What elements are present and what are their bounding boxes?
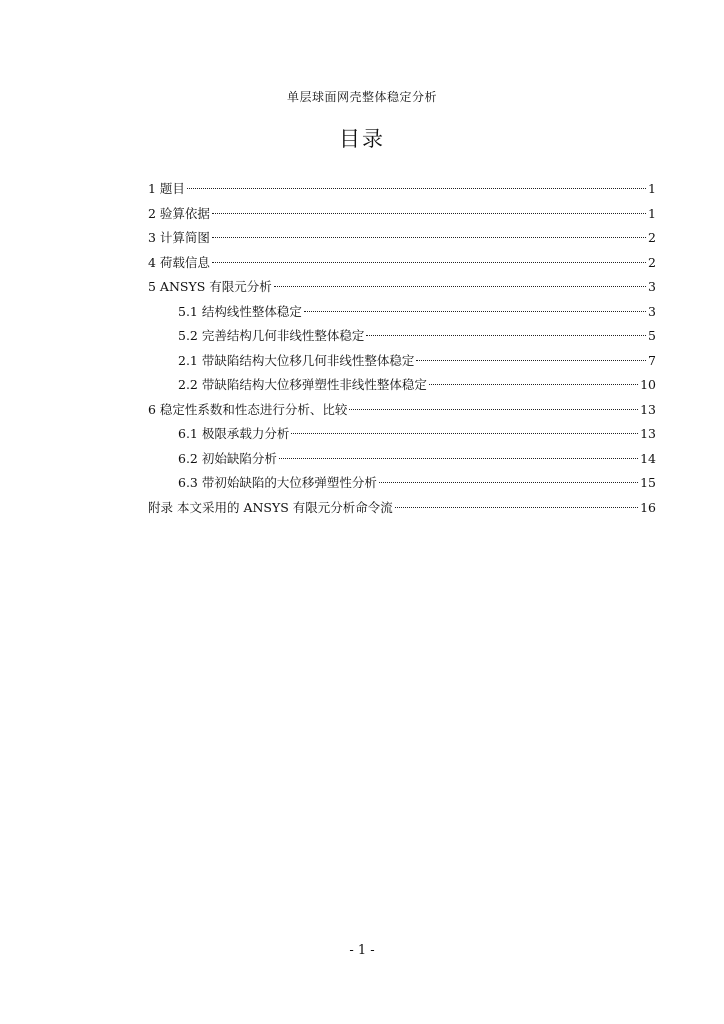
toc-entry[interactable] xyxy=(148,180,656,205)
toc-entry-label: 6.3 带初始缺陷的大位移弹塑性分析 xyxy=(178,475,377,490)
page-number: - 1 - xyxy=(349,943,375,958)
toc-entry-label: 5 ANSYS 有限元分析 xyxy=(148,279,272,294)
toc-entry-label: 附录 本文采用的 ANSYS 有限元分析命令流 xyxy=(148,499,393,515)
toc-entry[interactable] xyxy=(148,474,656,499)
toc-entry-page-number: 13 xyxy=(640,401,656,417)
toc-entry-label: 5.1 结构线性整体稳定 xyxy=(178,303,302,319)
toc-dot-leader xyxy=(291,433,638,434)
toc-entry-page-number: 16 xyxy=(640,499,656,515)
toc-entry-page-number: 10 xyxy=(640,377,656,392)
toc-dot-leader xyxy=(212,213,646,214)
toc-entry-label: 2.1 带缺陷结构大位移几何非线性整体稳定 xyxy=(178,352,415,368)
toc-dot-leader xyxy=(429,384,638,385)
toc-dot-leader xyxy=(395,507,638,508)
toc-entry-label: 6 稳定性系数和性态进行分析、比较 xyxy=(148,401,348,417)
toc-dot-leader xyxy=(212,237,646,238)
toc-dot-leader xyxy=(274,286,646,287)
toc-entry-page-number: 3 xyxy=(648,303,656,319)
toc-entry-label: 3 计算简图 xyxy=(148,230,210,245)
toc-entry[interactable] xyxy=(148,450,656,475)
toc-entry[interactable] xyxy=(148,401,656,426)
table-of-contents xyxy=(148,180,656,523)
running-header: 单层球面网壳整体稳定分析 xyxy=(286,90,437,104)
toc-entry[interactable] xyxy=(148,278,656,303)
toc-entry[interactable] xyxy=(148,425,656,450)
toc-entry[interactable] xyxy=(148,327,656,352)
toc-entry-label: 6.2 初始缺陷分析 xyxy=(178,450,277,466)
toc-entry-label: 4 荷载信息 xyxy=(148,254,210,270)
toc-dot-leader xyxy=(187,188,646,189)
toc-entry-page-number: 2 xyxy=(648,254,656,270)
toc-dot-leader xyxy=(416,360,646,361)
toc-entry-label: 2.2 带缺陷结构大位移弹塑性非线性整体稳定 xyxy=(178,377,427,392)
toc-entry[interactable] xyxy=(148,352,656,377)
toc-entry[interactable] xyxy=(148,205,656,230)
toc-dot-leader xyxy=(349,409,638,410)
toc-dot-leader xyxy=(379,482,638,483)
toc-entry-page-number: 3 xyxy=(648,279,656,294)
toc-dot-leader xyxy=(304,311,646,312)
toc-dot-leader xyxy=(279,458,638,459)
toc-entry-label: 6.1 极限承载力分析 xyxy=(178,426,290,441)
toc-entry[interactable] xyxy=(148,376,656,401)
toc-entry-page-number: 1 xyxy=(648,181,656,196)
toc-entry-page-number: 15 xyxy=(640,475,656,490)
toc-dot-leader xyxy=(366,335,646,336)
toc-entry-page-number: 14 xyxy=(640,450,656,466)
toc-title: 目录 xyxy=(339,127,385,151)
toc-dot-leader xyxy=(212,262,646,263)
toc-entry-page-number: 13 xyxy=(640,426,656,441)
toc-entry-label: 1 题目 xyxy=(148,181,185,196)
toc-entry-page-number: 7 xyxy=(648,352,656,368)
toc-entry-page-number: 2 xyxy=(648,230,656,245)
toc-entry-page-number: 1 xyxy=(648,205,656,221)
toc-entry[interactable] xyxy=(148,229,656,254)
toc-entry-label: 2 验算依据 xyxy=(148,205,210,221)
toc-entry-page-number: 5 xyxy=(648,328,656,343)
toc-entry[interactable] xyxy=(148,499,656,524)
toc-entry-label: 5.2 完善结构几何非线性整体稳定 xyxy=(178,328,365,343)
toc-entry[interactable] xyxy=(148,254,656,279)
toc-entry[interactable] xyxy=(148,303,656,328)
